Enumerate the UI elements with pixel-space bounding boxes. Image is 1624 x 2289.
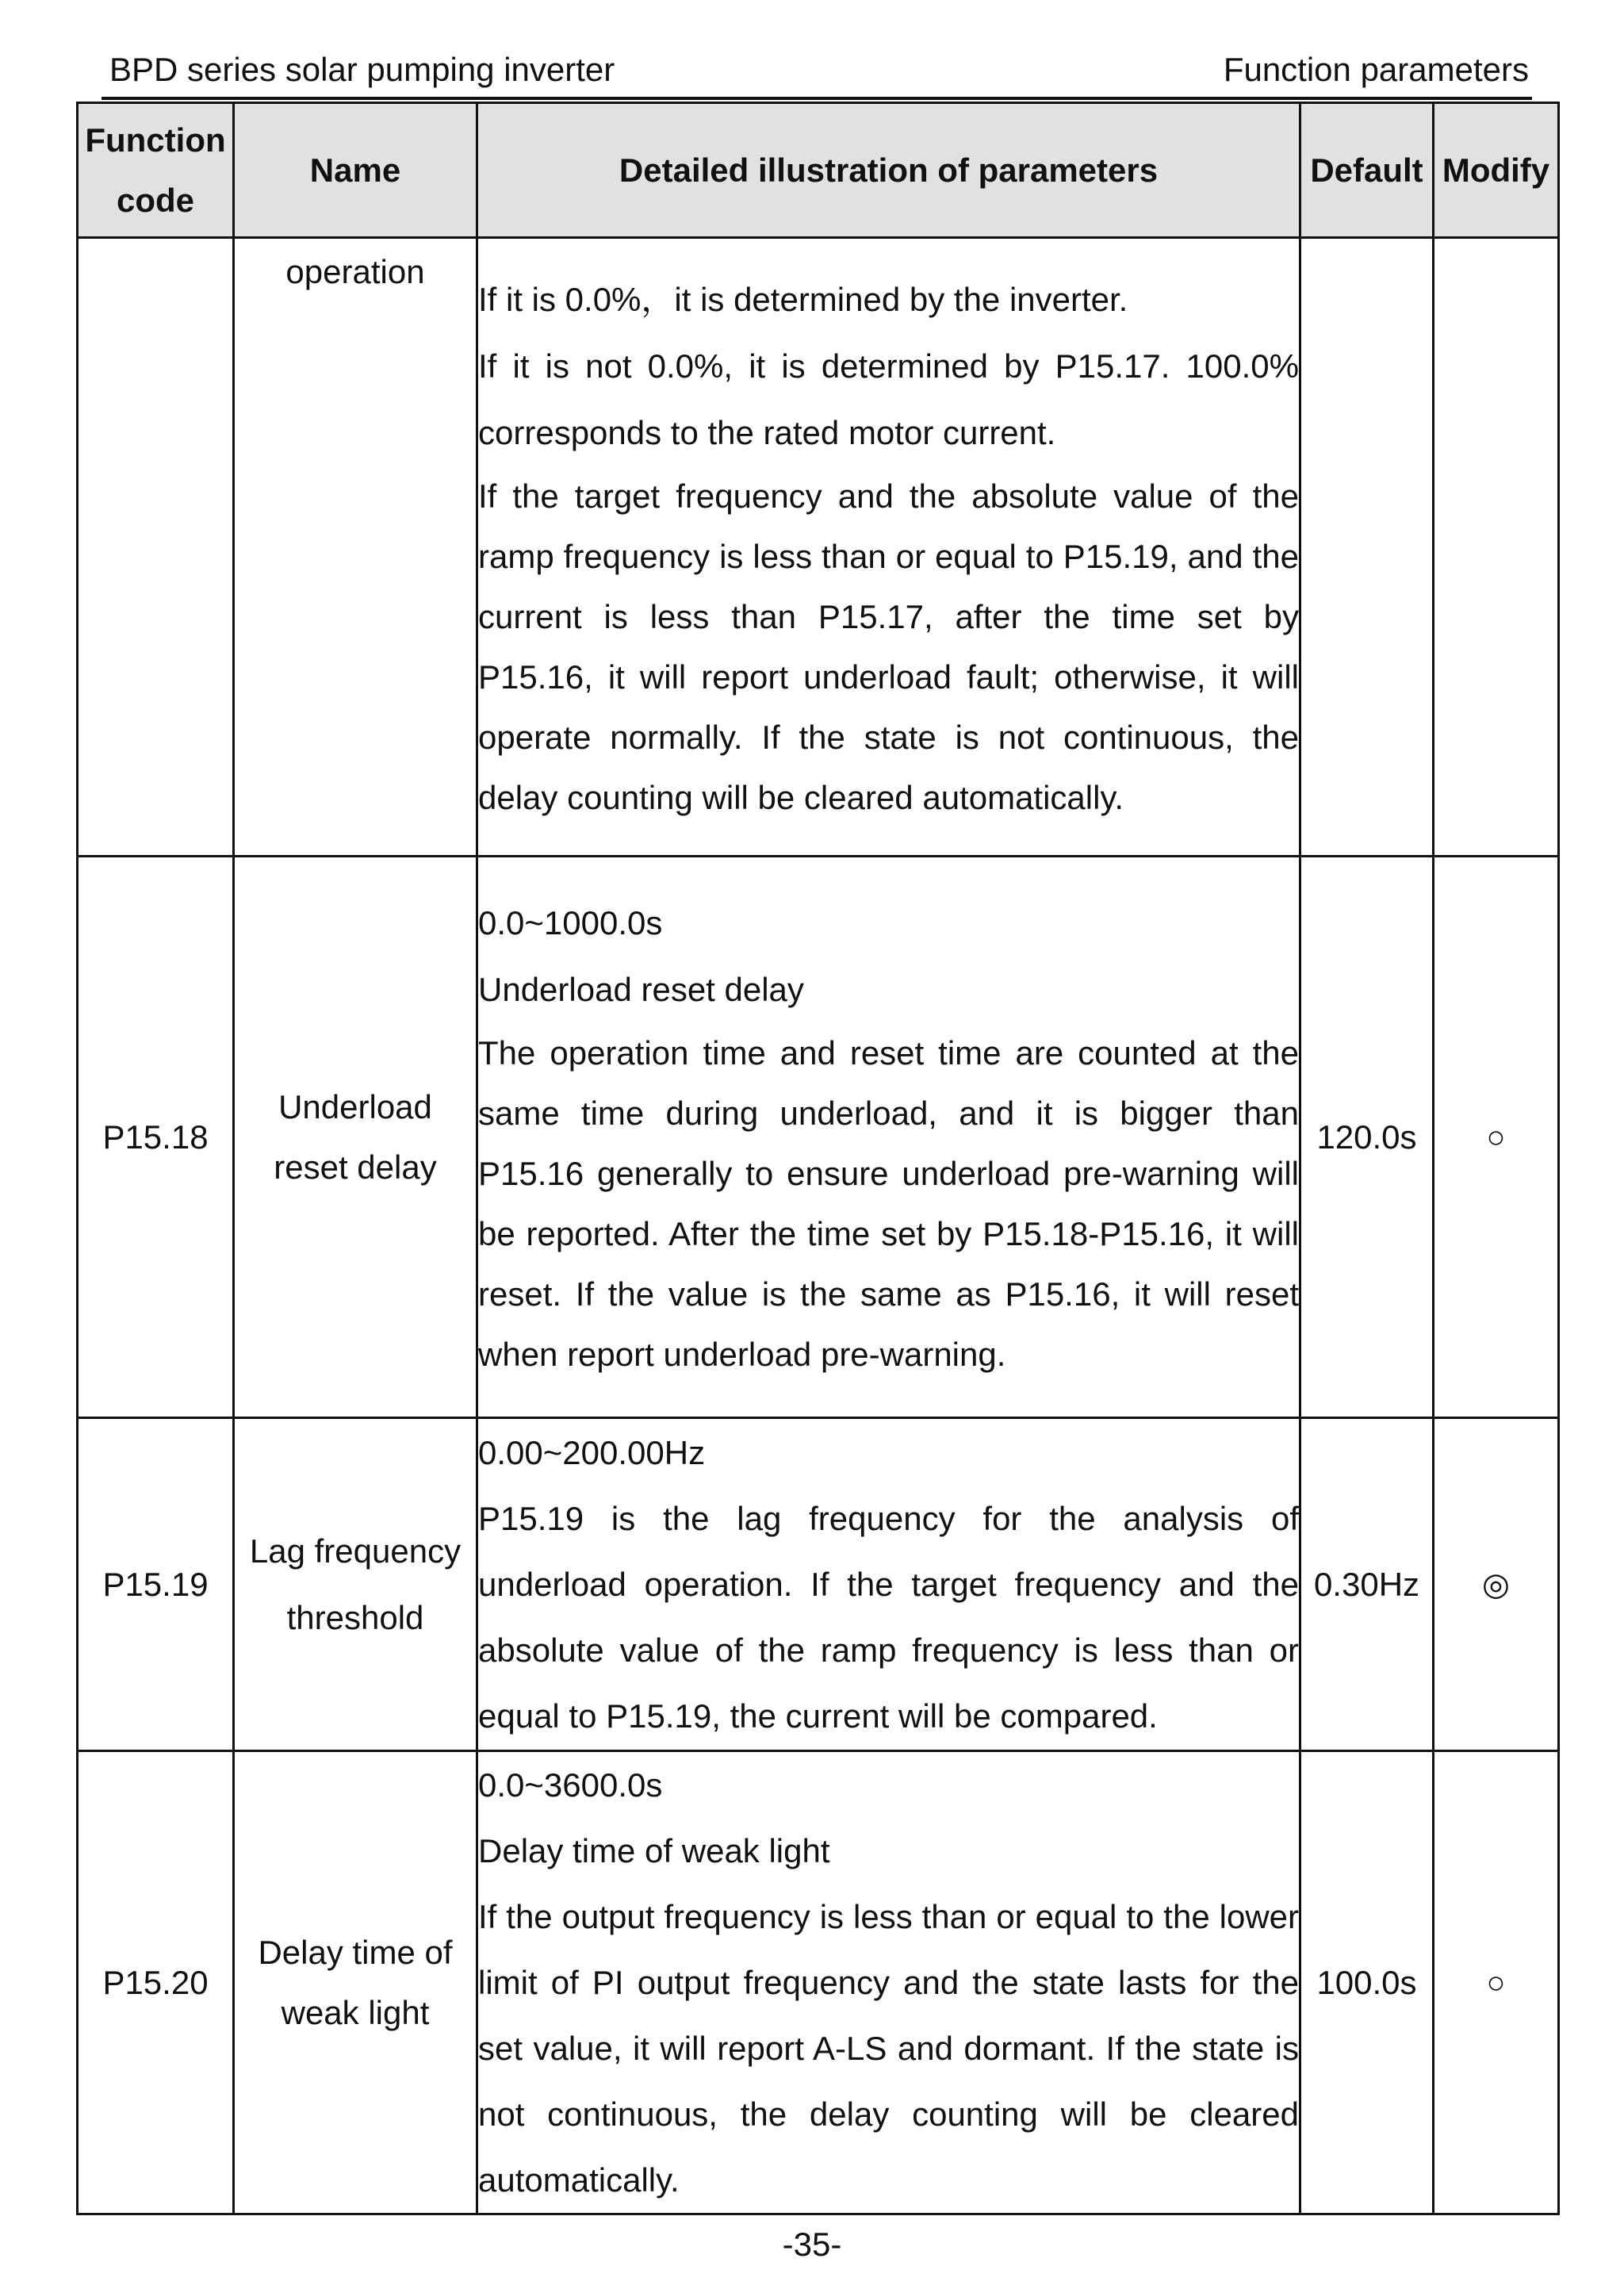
column-header-function-code-line1: Function bbox=[85, 121, 226, 159]
function-code-cell: P15.18 bbox=[78, 857, 234, 1418]
detail-range: 0.0~3600.0s bbox=[478, 1766, 663, 1804]
detail-range: 0.00~200.00Hz bbox=[478, 1434, 706, 1471]
page-header bbox=[109, 46, 1529, 94]
detail-range: 0.0~1000.0s bbox=[478, 903, 663, 941]
detail-paragraph: If it is 0.0%，it is determined by the inverter. bbox=[478, 280, 1128, 318]
table-row bbox=[78, 1751, 1559, 2214]
parameter-name-cell bbox=[234, 1751, 477, 2214]
column-header-function-code-line2: code bbox=[116, 181, 195, 219]
modify-attribute-cell bbox=[1434, 238, 1559, 857]
parameter-name-line1: Delay time of bbox=[258, 1933, 453, 1971]
function-code-cell: P15.19 bbox=[78, 1418, 234, 1751]
modify-symbol: ○ bbox=[1486, 1965, 1506, 2000]
parameter-detail-cell bbox=[477, 1418, 1300, 1751]
parameter-name-line1: Lag frequency bbox=[249, 1532, 462, 1570]
detail-subtitle: Underload reset delay bbox=[478, 970, 804, 1008]
document-title: BPD series solar pumping inverter bbox=[109, 51, 615, 88]
parameter-table bbox=[76, 102, 1560, 2215]
default-value-cell: 0.30Hz bbox=[1300, 1418, 1434, 1751]
page-number: -35- bbox=[782, 2226, 842, 2263]
table-row bbox=[78, 857, 1559, 1418]
column-header-modify: Modify bbox=[1434, 103, 1559, 238]
parameter-name: operation bbox=[285, 253, 425, 290]
parameter-name-line2: threshold bbox=[286, 1598, 424, 1636]
detail-paragraph: If it is not 0.0%, it is determined by P15.17. 100.0% corresponds to the rated motor current. bbox=[478, 347, 1299, 451]
parameter-name-line1: Underload bbox=[278, 1087, 432, 1125]
parameter-name-cell bbox=[234, 238, 477, 857]
parameter-detail-cell bbox=[477, 238, 1300, 857]
function-code-cell: P15.20 bbox=[78, 1751, 234, 2214]
modify-attribute-cell bbox=[1434, 1751, 1559, 2214]
detail-paragraph: If the output frequency is less than or equal to the lower limit of PI output frequency and the state lasts for the set value, it will report A-LS and dormant. If the state is not continuous, the delay counting will be cleared automatically. bbox=[478, 1898, 1299, 2199]
parameter-name-cell bbox=[234, 857, 477, 1418]
column-header-name: Name bbox=[234, 103, 477, 238]
parameter-detail-cell bbox=[477, 857, 1300, 1418]
header-rule bbox=[102, 97, 1532, 100]
modify-symbol: ○ bbox=[1486, 1120, 1506, 1155]
detail-paragraph: The operation time and reset time are counted at the same time during underload, and it is bigger than P15.16 generally to ensure underload pre-warning will be reported. After the time set by P15.18-P15.16, it will reset. If the value is the same as P15.16, it will reset when report underload pre-warning. bbox=[478, 1033, 1299, 1373]
column-header-default: Default bbox=[1300, 103, 1434, 238]
detail-subtitle: Delay time of weak light bbox=[478, 1832, 830, 1869]
function-code-cell bbox=[78, 238, 234, 857]
parameter-name-line2: reset delay bbox=[274, 1148, 437, 1186]
modify-attribute-cell bbox=[1434, 857, 1559, 1418]
parameter-name-line2: weak light bbox=[281, 1993, 430, 2031]
modify-symbol: ◎ bbox=[1482, 1567, 1510, 1602]
parameter-name-cell bbox=[234, 1418, 477, 1751]
parameter-detail-cell bbox=[477, 1751, 1300, 2214]
detail-paragraph: If the target frequency and the absolute value of the ramp frequency is less than or equal to P15.19, and the current is less than P15.17, after the time set by P15.16, it will report underload fault; otherwise, it will operate normally. If the state is not continuous, the delay counting will be cleared automatically. bbox=[478, 477, 1299, 816]
column-header-function-code bbox=[78, 103, 234, 238]
default-value-cell bbox=[1300, 238, 1434, 857]
default-value-cell: 100.0s bbox=[1300, 1751, 1434, 2214]
table-row bbox=[78, 238, 1559, 857]
column-header-detail: Detailed illustration of parameters bbox=[477, 103, 1300, 238]
detail-paragraph: P15.19 is the lag frequency for the analysis of underload operation. If the target frequency and the absolute value of the ramp frequency is less than or equal to P15.19, the current will be compared. bbox=[478, 1500, 1299, 1735]
table-header-row bbox=[78, 103, 1559, 238]
default-value-cell: 120.0s bbox=[1300, 857, 1434, 1418]
section-title: Function parameters bbox=[1223, 51, 1529, 88]
table-row bbox=[78, 1418, 1559, 1751]
modify-attribute-cell bbox=[1434, 1418, 1559, 1751]
